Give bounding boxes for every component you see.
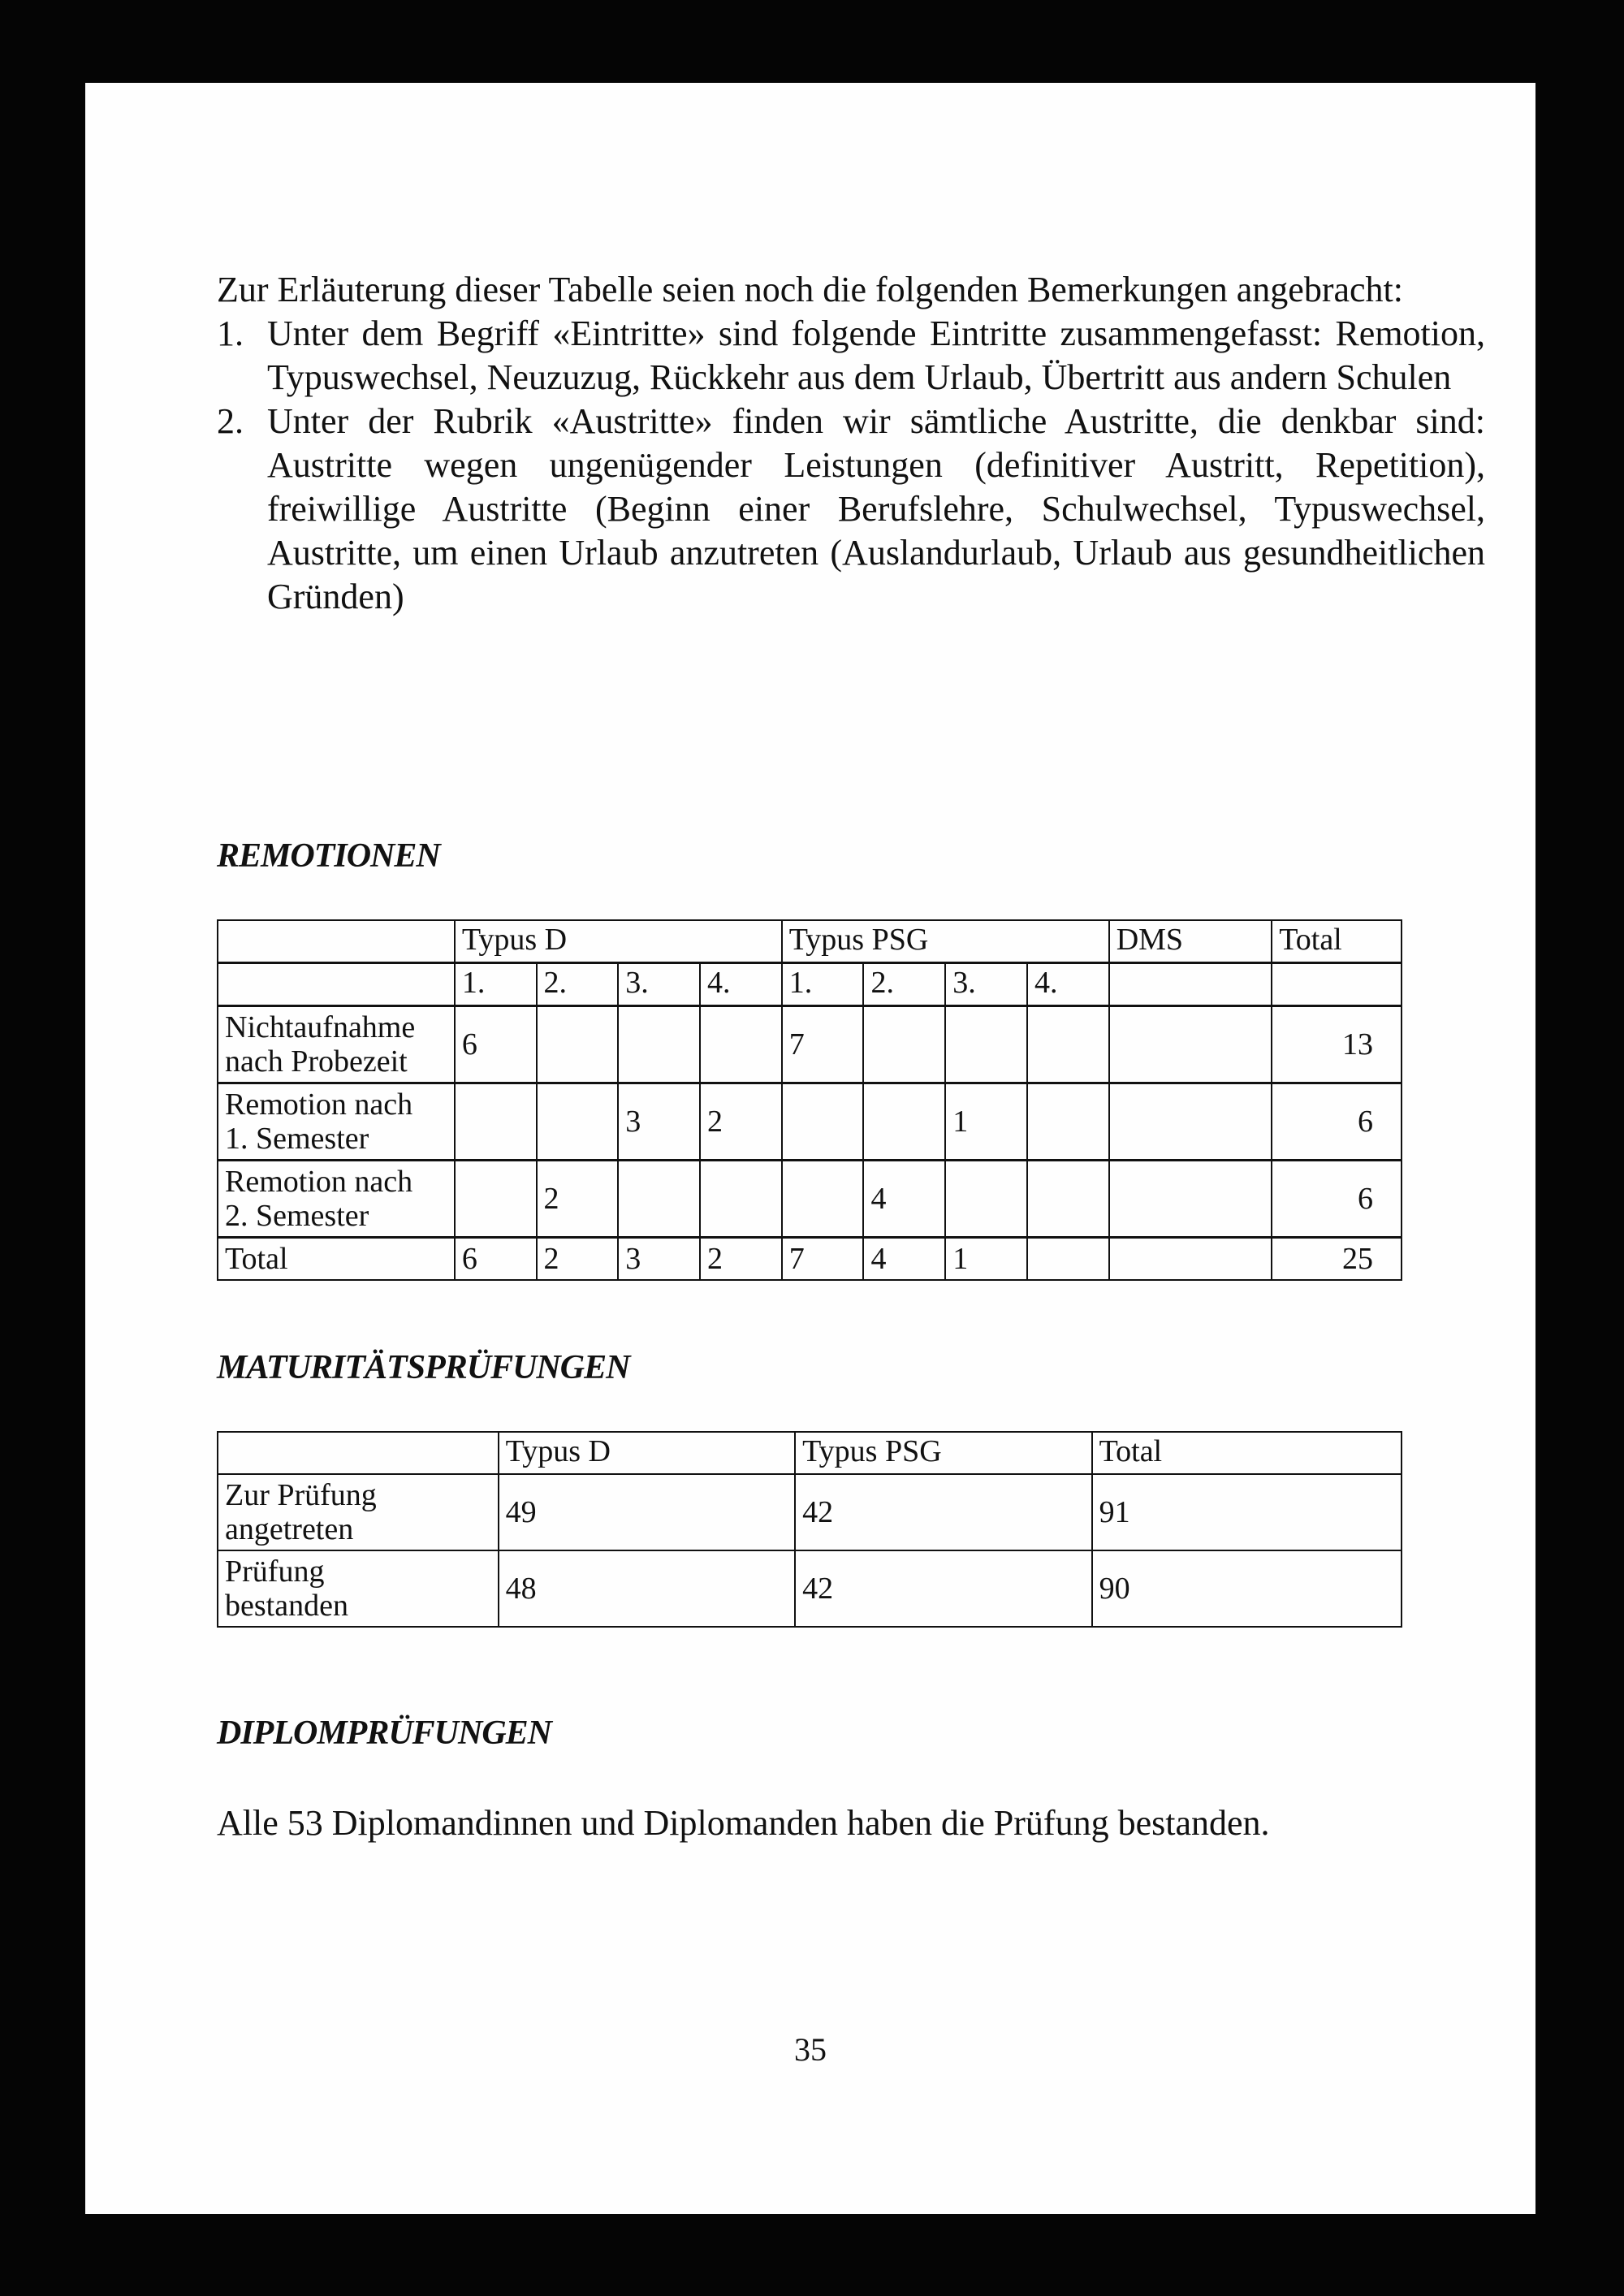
cell: 42 xyxy=(795,1550,1091,1627)
cell xyxy=(782,1161,864,1238)
subheader-cell: 2. xyxy=(863,963,945,1006)
subheader-cell: 4. xyxy=(1027,963,1109,1006)
page-number: 35 xyxy=(794,2031,827,2068)
subheader-cell xyxy=(1272,963,1402,1006)
cell: 2 xyxy=(537,1238,619,1281)
maturitaet-table xyxy=(217,1431,1402,1628)
list-number: 1. xyxy=(217,313,244,353)
subheader-cell: 4. xyxy=(700,963,782,1006)
list-item xyxy=(217,400,1485,619)
header-cell: Total xyxy=(1092,1432,1402,1474)
header-cell: Typus D xyxy=(499,1432,795,1474)
cell: 42 xyxy=(795,1474,1091,1550)
list-number: 2. xyxy=(217,401,244,441)
section-heading-maturitaet: MATURITÄTSPRÜFUNGEN xyxy=(217,1349,630,1386)
cell-total: 25 xyxy=(1272,1238,1402,1281)
row-label: Remotion nach 2. Semester xyxy=(218,1161,455,1238)
header-cell: Typus PSG xyxy=(782,920,1109,963)
cell: 90 xyxy=(1092,1550,1402,1627)
header-cell: Total xyxy=(1272,920,1402,963)
header-cell xyxy=(218,1432,499,1474)
header-cell: DMS xyxy=(1109,920,1272,963)
cell: 48 xyxy=(499,1550,795,1627)
cell: 2 xyxy=(700,1083,782,1161)
cell-dms xyxy=(1109,1006,1272,1083)
cell xyxy=(455,1083,537,1161)
page-content xyxy=(217,268,1485,1843)
table-header-row xyxy=(218,920,1402,963)
subheader-cell xyxy=(1109,963,1272,1006)
intro-paragraph: Zur Erläuterung dieser Tabelle seien noch die folgenden Bemerkungen angebracht: xyxy=(217,270,1403,309)
cell: 6 xyxy=(455,1238,537,1281)
section-heading-diplom: DIPLOMPRÜFUNGEN xyxy=(217,1714,552,1752)
row-label: Prüfung bestanden xyxy=(218,1550,499,1627)
cell: 91 xyxy=(1092,1474,1402,1550)
cell: 6 xyxy=(455,1006,537,1083)
row-label: Remotion nach 1. Semester xyxy=(218,1083,455,1161)
cell-total: 6 xyxy=(1272,1161,1402,1238)
subheader-cell: 2. xyxy=(537,963,619,1006)
list-text: Unter der Rubrik «Austritte» finden wir sämtliche Austritte, die denkbar sind: Austritte wegen ungenügender Leistungen (definitiver Austritt, Repetition), freiwillige Austritte (Beginn einer Berufslehre, Schulwechsel, Typuswechsel, Austritte, um einen Urlaub anzutreten (Auslandurlaub, Urlaub aus gesundheitlichen Gründen) xyxy=(267,401,1485,616)
cell-total: 13 xyxy=(1272,1006,1402,1083)
table-header-row xyxy=(218,1432,1402,1474)
cell-dms xyxy=(1109,1238,1272,1281)
cell: 7 xyxy=(782,1006,864,1083)
cell: 4 xyxy=(863,1238,945,1281)
header-cell: Typus PSG xyxy=(795,1432,1091,1474)
subheader-cell: 1. xyxy=(782,963,864,1006)
table-row xyxy=(218,1161,1402,1238)
cell-dms xyxy=(1109,1083,1272,1161)
cell: 3 xyxy=(618,1238,700,1281)
cell-total: 6 xyxy=(1272,1083,1402,1161)
cell xyxy=(945,1161,1027,1238)
row-label: Zur Prüfung angetreten xyxy=(218,1474,499,1550)
cell xyxy=(863,1083,945,1161)
cell: 1 xyxy=(945,1083,1027,1161)
subheader-cell: 3. xyxy=(618,963,700,1006)
subheader-cell: 1. xyxy=(455,963,537,1006)
cell xyxy=(537,1083,619,1161)
subheader-cell: 3. xyxy=(945,963,1027,1006)
cell xyxy=(945,1006,1027,1083)
cell xyxy=(782,1083,864,1161)
header-cell xyxy=(218,920,455,963)
row-label: Nichtaufnahme nach Probezeit xyxy=(218,1006,455,1083)
cell: 2 xyxy=(537,1161,619,1238)
cell xyxy=(618,1006,700,1083)
cell xyxy=(700,1161,782,1238)
cell: 2 xyxy=(700,1238,782,1281)
cell xyxy=(1027,1238,1109,1281)
cell xyxy=(618,1161,700,1238)
cell: 3 xyxy=(618,1083,700,1161)
cell: 49 xyxy=(499,1474,795,1550)
cell xyxy=(1027,1083,1109,1161)
cell xyxy=(700,1006,782,1083)
table-row xyxy=(218,1006,1402,1083)
cell xyxy=(455,1161,537,1238)
header-cell: Typus D xyxy=(455,920,782,963)
section-heading-remotionen: REMOTIONEN xyxy=(217,837,440,875)
diplom-paragraph: Alle 53 Diplomandinnen und Diplomanden haben die Prüfung bestanden. xyxy=(217,1803,1270,1843)
cell xyxy=(863,1006,945,1083)
cell xyxy=(537,1006,619,1083)
subheader-cell xyxy=(218,963,455,1006)
table-total-row xyxy=(218,1238,1402,1281)
cell xyxy=(1027,1161,1109,1238)
cell-dms xyxy=(1109,1161,1272,1238)
table-row xyxy=(218,1474,1402,1550)
row-label: Total xyxy=(218,1238,455,1281)
remarks-list xyxy=(217,312,1485,619)
remotionen-table xyxy=(217,919,1402,1281)
cell: 1 xyxy=(945,1238,1027,1281)
cell: 4 xyxy=(863,1161,945,1238)
list-item xyxy=(217,312,1485,400)
table-row xyxy=(218,1550,1402,1627)
table-subheader-row xyxy=(218,963,1402,1006)
table-row xyxy=(218,1083,1402,1161)
list-text: Unter dem Begriff «Eintritte» sind folgende Eintritte zusammengefasst: Remotion, Typuswechsel, Neuzuzug, Rückkehr aus dem Urlaub, Übertritt aus andern Schulen xyxy=(267,313,1485,397)
cell xyxy=(1027,1006,1109,1083)
document-page xyxy=(85,83,1535,2214)
cell: 7 xyxy=(782,1238,864,1281)
